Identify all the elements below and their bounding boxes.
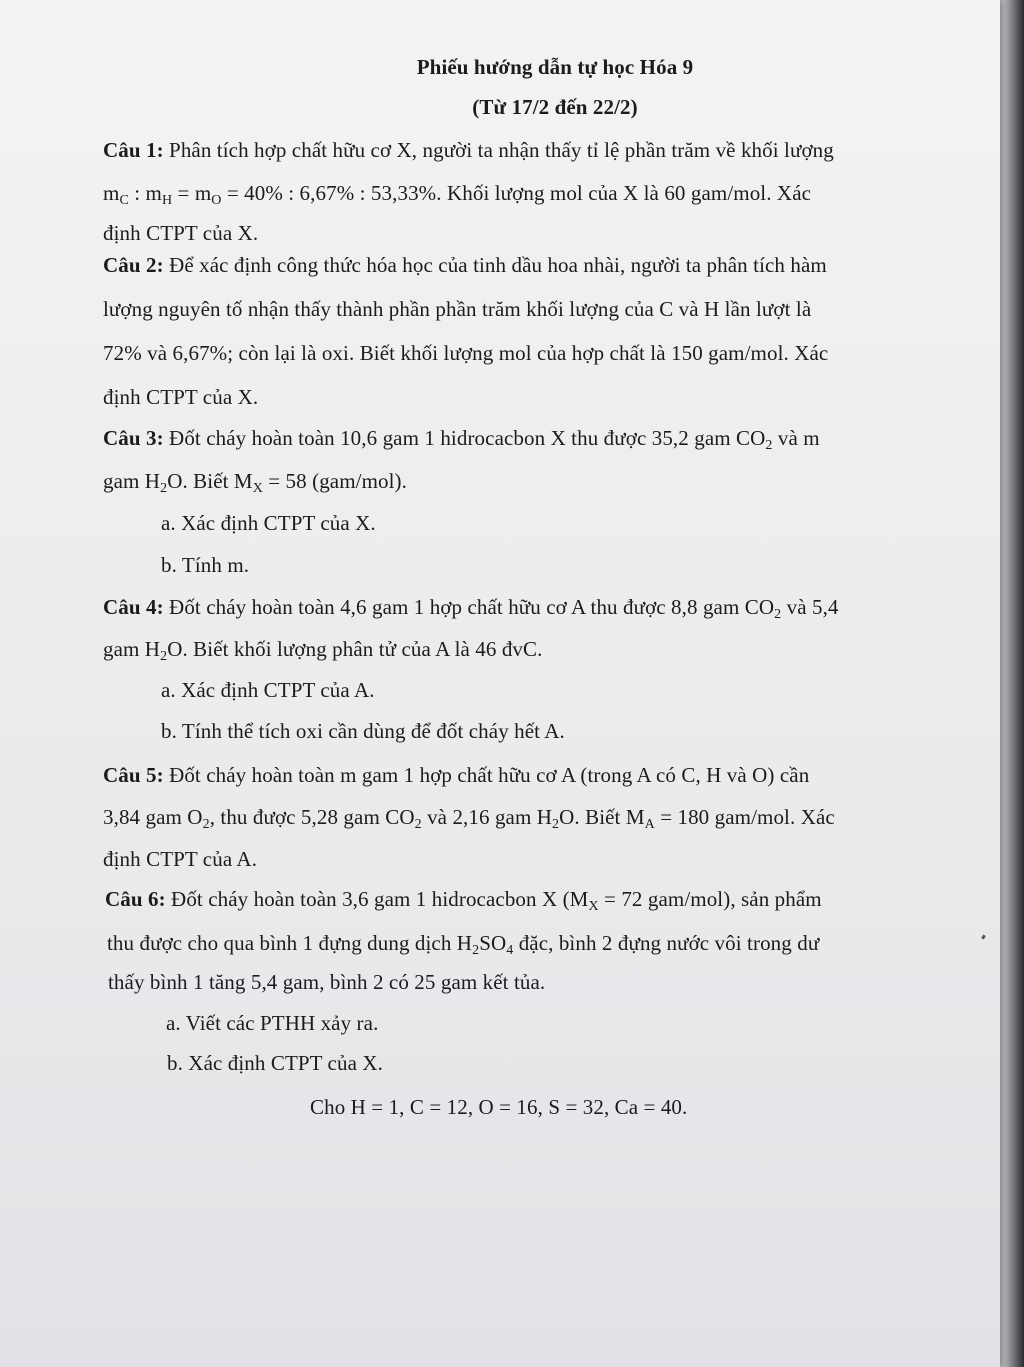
q3-label: Câu 3: (103, 426, 164, 450)
q5-line-3: định CTPT của A. (103, 847, 258, 871)
q2-line-2: lượng nguyên tố nhận thấy thành phần phần trăm khối lượng của C và H lần lượt là (103, 297, 812, 321)
q5-line-2: 3,84 gam $O_2$, thu được 5,28 gam $CO_2$ và 2,16 gam $H_2O$. Biết $M_A = 180$ gam/mol. Xác (103, 805, 835, 832)
paper-speck (981, 935, 986, 940)
q6-line-3: thấy bình 1 tăng 5,4 gam, bình 2 có 25 gam kết tủa. (108, 970, 546, 994)
q2-line-3: 72% và 6,67%; còn lại là oxi. Biết khối lượng mol của hợp chất là 150 gam/mol. Xác (103, 341, 829, 365)
q1-line-1 (103, 137, 953, 163)
q3-part-b: b. Tính m. (161, 553, 250, 577)
q1-line-3: định CTPT của X. (103, 221, 259, 245)
q4-line-2: gam $H_2O$. Biết khối lượng phân tử của A là 46 đvC. (103, 637, 543, 664)
q6-line-1: Câu 6: Đốt cháy hoàn toàn 3,6 gam 1 hidrocacbon X ($M_X = 72$ gam/mol), sản phẩm (105, 887, 822, 914)
q5-label: Câu 5: (103, 763, 164, 787)
q6-part-a: a. Viết các PTHH xảy ra. (166, 1011, 379, 1035)
q3-part-a: a. Xác định CTPT của X. (161, 511, 376, 535)
q1-line-2: $m_C$ : $m_H = m_O = 40\%$ : 6,67% : 53,33%. Khối lượng mol của X là 60 gam/mol. Xác (103, 181, 812, 208)
q3-line-2: gam $H_2O$. Biết $M_X = 58$ (gam/mol). (103, 469, 407, 496)
page-title: Phiếu hướng dẫn tự học Hóa 9 (416, 55, 694, 79)
q5-line-1 (103, 762, 809, 788)
atomic-masses-note: Cho H = 1, C = 12, O = 16, S = 32, Ca = 40. (310, 1095, 688, 1119)
q1-text-1: Câu 1: Phân tích hợp chất hữu cơ X, người ta nhận thấy tỉ lệ phần trăm về khối lượng (103, 138, 834, 162)
q3-line-1: Câu 3: Đốt cháy hoàn toàn 10,6 gam 1 hidrocacbon X thu được 35,2 gam $CO_2$ và m (103, 426, 820, 453)
q4-part-a: a. Xác định CTPT của A. (161, 678, 375, 702)
q6-part-b: b. Xác định CTPT của X. (167, 1051, 383, 1075)
q1-label: Câu 1: (103, 138, 164, 162)
page-subtitle: (Từ 17/2 đến 22/2) (472, 95, 638, 119)
q6-line-2: thu được cho qua bình 1 đựng dung dịch $H_2SO_4$ đặc, bình 2 đựng nước vôi trong dư (107, 931, 820, 958)
q4-label: Câu 4: (103, 595, 164, 619)
q2-label: Câu 2: (103, 253, 164, 277)
q5-text-1: Đốt cháy hoàn toàn m gam 1 hợp chất hữu cơ A (trong A có C, H và O) cần (169, 763, 810, 787)
q4-part-b: b. Tính thể tích oxi cần dùng để đốt cháy hết A. (161, 719, 565, 743)
q2-line-1 (103, 252, 827, 278)
q4-line-1: Câu 4: Đốt cháy hoàn toàn 4,6 gam 1 hợp chất hữu cơ A thu được 8,8 gam $CO_2$ và 5,4 (103, 595, 839, 622)
q2-line-4: định CTPT của X. (103, 385, 259, 409)
q6-label: Câu 6: (105, 887, 166, 911)
q2-text-1: Để xác định công thức hóa học của tinh dầu hoa nhài, người ta phân tích hàm (169, 253, 827, 277)
